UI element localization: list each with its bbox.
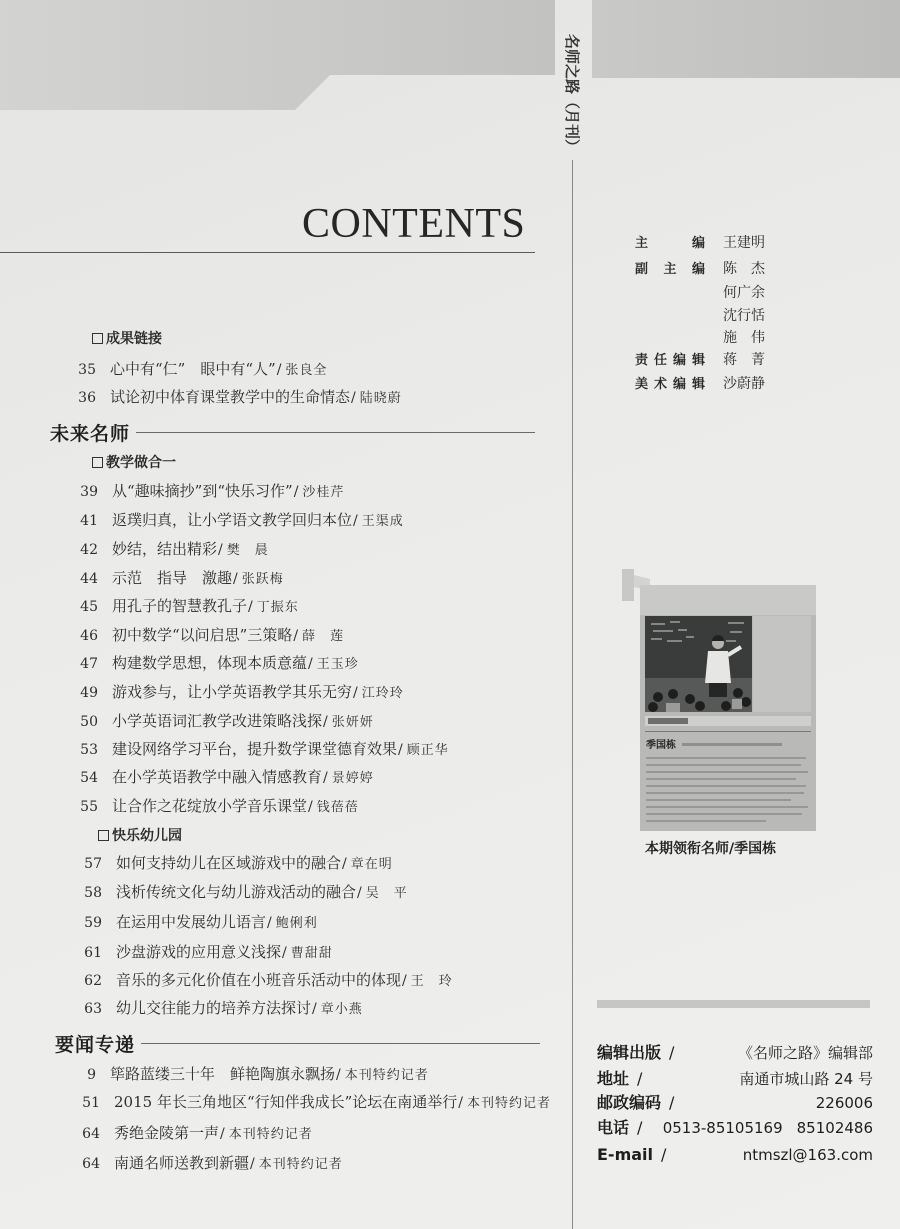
toc-entry-title: 试论初中体育课堂教学中的生命情态 [110,388,351,406]
imprint-label: E-mail [597,1145,654,1164]
toc-entry-author: 吴 平 [365,886,408,901]
imprint-separator: / [669,1093,675,1112]
toc-entry [60,795,359,815]
imprint-label: 邮政编码 [597,1093,662,1112]
toc-separator: / [357,885,362,901]
toc-entry-author: 钱蓓蓓 [316,800,359,815]
toc-entry-title: 如何支持幼儿在区域游戏中的融合 [116,854,342,872]
toc-separator: / [323,770,328,786]
toc-page-number: 42 [80,542,98,558]
toc-entry-author: 曹甜甜 [290,946,333,961]
toc-separator: / [276,362,282,378]
imprint-value: 226006 [815,1094,873,1112]
credit-name: 何广余 [723,285,765,301]
credit-name: 陈 杰 [723,261,765,277]
top-band-left [0,0,555,110]
subsection-label: 快乐幼儿园 [112,828,182,844]
toc-entry-title: 浅析传统文化与幼儿游戏活动的融合 [116,883,357,901]
toc-separator: / [323,714,328,730]
section-heading-row [55,1031,540,1055]
toc-entry-author: 鲍俐利 [275,916,318,931]
toc-entry-title: 音乐的多元化价值在小班音乐活动中的体现 [116,971,402,989]
imprint-phone-2: 85102486 [796,1119,873,1137]
toc-entry-author: 张跃梅 [241,572,284,587]
section-heading-rule [141,1043,540,1044]
toc-entry-title: 小学英语词汇教学改进策略浅探 [112,712,323,730]
imprint-row-publisher [597,1042,873,1064]
toc-separator: / [351,390,356,406]
toc-entry-author: 张妍妍 [331,715,374,730]
toc-entry [64,852,393,872]
teacher-photo [645,616,752,712]
imprint-row-address [597,1068,873,1090]
toc-entry [60,766,374,786]
toc-entry-title: 心中有“仁” 眼中有“人” [110,360,276,378]
toc-entry-title: 幼儿交往能力的培养方法探讨 [116,999,312,1017]
toc-separator: / [353,685,358,701]
imprint-phone-1: 0513-85105169 [662,1119,783,1137]
credit-name: 施 伟 [723,330,765,346]
toc-entry [64,881,408,901]
imprint-row-phone [597,1117,873,1139]
imprint-row-email [597,1144,873,1166]
imprint-value: 《名师之路》编辑部 [737,1044,873,1062]
subsection-label: 成果链接 [106,331,162,347]
toc-page-number: 47 [80,656,98,672]
credit-name: 沈行恬 [723,308,765,324]
credit-name: 王建明 [723,235,765,251]
toc-page-number: 9 [87,1067,96,1083]
toc-entry-title: 用孔子的智慧教孔子 [112,597,248,615]
toc-page-number: 53 [80,742,98,758]
toc-entry-title: 南通名师送教到新疆 [114,1154,250,1172]
toc-entry-title: 2015 年长三角地区“行知伴我成长”论坛在南通举行 [114,1093,458,1111]
toc-separator: / [342,856,347,872]
toc-entry [62,1122,313,1142]
toc-page-number: 46 [80,628,98,644]
subsection-label-row [92,328,162,348]
toc-separator: / [402,973,407,989]
toc-entry [60,480,344,500]
toc-separator: / [293,628,299,644]
toc-entry [60,624,344,644]
credit-name: 蒋 菁 [723,352,765,368]
imprint-label: 编辑出版 [597,1043,662,1062]
toc-separator: / [458,1095,463,1111]
toc-separator: / [293,484,299,500]
toc-separator: / [250,1156,255,1172]
credit-name: 沙蔚静 [723,376,765,392]
toc-entry [64,997,363,1017]
toc-entry-title: 在小学英语教学中融入情感教育 [112,768,323,786]
toc-entry-title: 建设网络学习平台，提升数学课堂德育效果 [112,740,398,758]
toc-entry [62,1091,551,1111]
imprint-separator: / [669,1043,675,1062]
cover-caption: 本期领衔名师/季国栋 [645,841,777,857]
toc-entry-author: 本刊特约记者 [467,1096,552,1111]
credit-role: 副主编 [635,262,705,277]
toc-page-number: 35 [78,362,96,378]
toc-page-number: 63 [84,1001,102,1017]
toc-separator: / [267,915,272,931]
toc-entry [60,710,374,730]
section-heading: 要闻专递 [55,1033,136,1056]
toc-entry-title: 妙结，结出精彩 [112,540,218,558]
toc-entry [62,1152,343,1172]
toc-entry [60,595,299,615]
toc-entry-author: 王玉珍 [316,657,359,672]
toc-page-number: 61 [84,945,102,961]
toc-separator: / [308,799,313,815]
credit-role: 主编 [635,236,705,251]
top-gray-band [0,0,900,120]
toc-entry [60,567,284,587]
toc-entry-title: 秀绝金陵第一声 [114,1124,220,1142]
toc-page-number: 44 [80,571,98,587]
square-bullet-icon [98,830,109,841]
subsection-label-row [92,452,176,472]
toc-entry-title: 示范 指导 激趣 [112,569,233,587]
subsection-label: 教学做合一 [106,455,176,471]
square-bullet-icon [92,457,103,468]
toc-separator: / [336,1067,341,1083]
toc-page-number: 39 [80,484,98,500]
toc-page-number: 36 [78,390,96,406]
toc-separator: / [218,542,223,558]
toc-separator: / [312,1001,317,1017]
toc-entry-author: 本刊特约记者 [258,1157,343,1172]
imprint-label: 地址 [597,1069,630,1088]
toc-entry-title: 游戏参与，让小学英语教学其乐无穷 [112,683,353,701]
cover-featured-name: 季国栋 [646,740,676,751]
toc-entry-author: 陆晓蔚 [359,391,402,406]
toc-entry-title: 从“趣味摘抄”到“快乐习作” [112,482,293,500]
section-heading-row [50,420,535,444]
cover-thumbnail [640,585,816,831]
toc-entry-title: 构建数学思想，体现本质意蕴 [112,654,308,672]
toc-entry [64,969,453,989]
toc-entry-author: 本刊特约记者 [228,1127,313,1142]
toc-entry-author: 张良全 [285,363,328,378]
toc-entry-title: 筚路蓝缕三十年 鲜艳陶旗永飘扬 [110,1065,336,1083]
toc-entry [60,509,404,529]
toc-page-number: 59 [84,915,102,931]
toc-entry [58,386,402,406]
toc-page-number: 51 [82,1095,100,1111]
contents-title: CONTENTS [302,201,526,247]
toc-page-number: 57 [84,856,102,872]
imprint-row-postcode [597,1092,873,1114]
toc-entry-title: 在运用中发展幼儿语言 [116,913,267,931]
toc-entry [60,681,404,701]
toc-separator: / [282,945,287,961]
toc-separator: / [308,656,313,672]
toc-page-number: 58 [84,885,102,901]
toc-entry [64,911,318,931]
toc-entry [60,738,449,758]
toc-page-number: 55 [80,799,98,815]
toc-entry-author: 顾正华 [406,743,449,758]
subsection-label-row [98,825,182,845]
section-heading: 未来名师 [50,422,131,445]
toc-entry-author: 本刊特约记者 [344,1068,429,1083]
section-heading-rule [136,432,535,433]
imprint-separator: / [661,1145,667,1164]
toc-entry-title: 返璞归真，让小学语文教学回归本位 [112,511,353,529]
toc-entry-author: 章在明 [350,857,393,872]
toc-entry-author: 丁振东 [256,600,299,615]
toc-entry [58,1063,429,1083]
imprint-label: 电话 [597,1118,630,1137]
toc-entry-title: 初中数学“以问启思”三策略 [112,626,293,644]
toc-page-number: 50 [80,714,98,730]
toc-entry [60,652,359,672]
toc-separator: / [248,599,253,615]
magazine-masthead-vertical: 名师之路（月刊） [563,34,581,155]
toc-page-number: 62 [84,973,102,989]
toc-entry-author: 沙桂芹 [302,485,345,500]
credit-role: 美术编辑 [635,377,705,392]
title-rule [0,252,535,253]
imprint-divider-bar [597,1000,870,1008]
toc-page-number: 64 [82,1126,100,1142]
toc-entry [64,941,333,961]
toc-separator: / [353,513,358,529]
toc-entry-author: 章小燕 [320,1002,363,1017]
toc-entry-title: 让合作之花绽放小学音乐课堂 [112,797,308,815]
toc-entry [58,358,327,378]
toc-separator: / [398,742,403,758]
toc-separator: / [233,571,238,587]
toc-page-number: 49 [80,685,98,701]
imprint-separator: / [637,1069,643,1088]
toc-entry [60,538,269,558]
toc-entry-author: 王渠成 [361,514,404,529]
toc-page-number: 41 [80,513,98,529]
imprint-value: ntmszl@163.com [742,1146,873,1164]
column-divider [572,160,573,1229]
toc-page-number: 45 [80,599,98,615]
toc-separator: / [220,1126,225,1142]
toc-entry-author: 薛 莲 [302,629,345,644]
toc-entry-title: 沙盘游戏的应用意义浅探 [116,943,282,961]
toc-entry-author: 江玲玲 [361,686,404,701]
imprint-value: 南通市城山路 24 号 [739,1070,873,1088]
top-band-right [592,0,900,78]
toc-page-number: 54 [80,770,98,786]
imprint-separator: / [637,1118,643,1137]
credit-role: 责任编辑 [635,353,705,368]
toc-entry-author: 樊 晨 [226,543,269,558]
square-bullet-icon [92,333,103,344]
toc-entry-author: 景婷婷 [331,771,374,786]
toc-entry-author: 王 玲 [410,974,453,989]
toc-page-number: 64 [82,1156,100,1172]
